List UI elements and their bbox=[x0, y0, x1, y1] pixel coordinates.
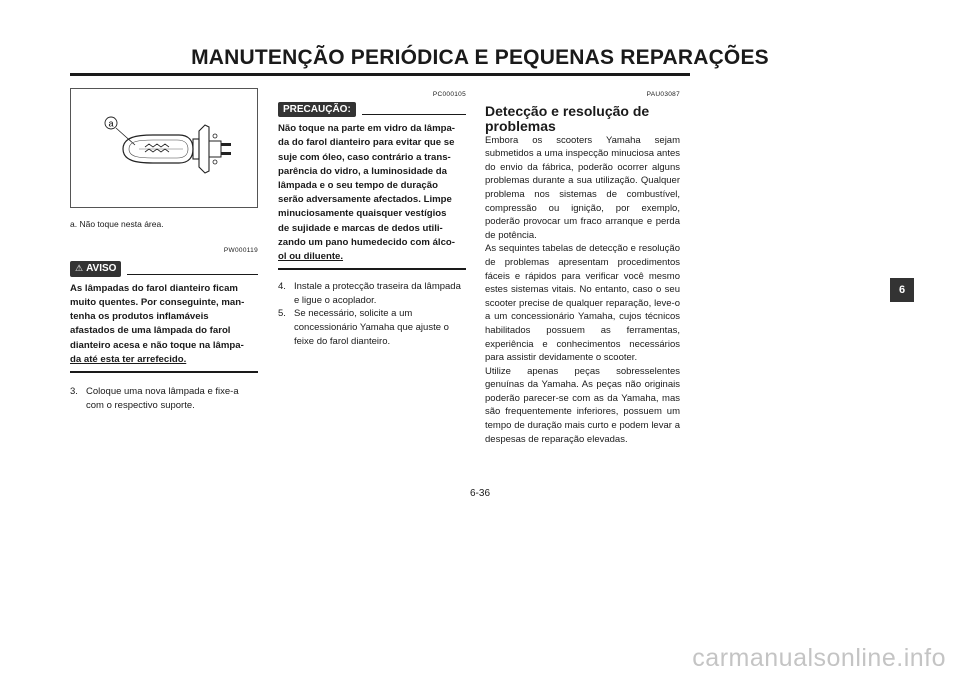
page-title: MANUTENÇÃO PERIÓDICA E PEQUENAS REPARAÇÕES bbox=[191, 46, 769, 69]
caution-line: serão adversamente afectados. Limpe bbox=[278, 194, 452, 206]
section-code: PAU03087 bbox=[646, 91, 680, 98]
caution-line: parência do vidro, a luminosidade da bbox=[278, 165, 447, 177]
warning-line: tenha os produtos inflamáveis bbox=[70, 311, 209, 323]
headlight-bulb-illustration bbox=[71, 89, 257, 207]
caution-line: ol ou diluente. bbox=[278, 251, 344, 263]
title-rule bbox=[70, 73, 690, 76]
warning-text bbox=[70, 282, 258, 367]
figure-caption: a. Não toque nesta área. bbox=[70, 219, 164, 229]
caution-header-rule bbox=[362, 114, 466, 115]
warning-line: dianteiro acesa e não toque na lâmpa- bbox=[70, 339, 244, 351]
caution-line: de sujidade e marcas de dedos utili- bbox=[278, 222, 443, 234]
column-middle bbox=[278, 88, 466, 348]
step-text: Instale a protecção traseira da lâmpada e ligue o acoplador. bbox=[294, 281, 461, 306]
column-left bbox=[70, 88, 258, 412]
step-text: Se necessário, solicite a um concessionário Yamaha que ajuste o feixe do farol dianteiro. bbox=[294, 308, 449, 347]
caution-line: Não toque na parte em vidro da lâmpa- bbox=[278, 123, 455, 135]
caution-line: suje com óleo, caso contrário a trans- bbox=[278, 151, 451, 163]
step-number: 5. bbox=[278, 308, 286, 320]
caution-text bbox=[278, 122, 466, 264]
warning-end-rule bbox=[70, 371, 258, 373]
step-number: 3. bbox=[70, 386, 78, 397]
warning-label: AVISO bbox=[86, 263, 117, 275]
page-number: 6-36 bbox=[469, 488, 490, 499]
caution-line: lâmpada e o seu tempo de duração bbox=[278, 180, 438, 191]
section-title: Detecção e resolução de problemas bbox=[485, 102, 650, 134]
warning-line: afastados de uma lâmpada do farol bbox=[70, 325, 231, 337]
caution-line: da do farol dianteiro para evitar que se bbox=[278, 137, 455, 149]
step-3 bbox=[70, 385, 258, 412]
caution-label: PRECAUÇÃO: bbox=[283, 103, 351, 115]
headlight-bulb-figure bbox=[70, 88, 258, 208]
paragraph-2: As sequintes tabelas de detecção e resolução de problemas apresentam procedimentos fáceis e rápidos para verificar você mesmo estes sistemas vitais. No entanto, caso o seu scooter precise de qualquer reparação, leve-o a um concessionário Yamaha, cujos técnicos habilitados possuem as ferramentas, experiência e conhecimentos necessários para assistir devidamente o scooter. bbox=[485, 243, 680, 364]
column-right bbox=[485, 88, 680, 446]
figure-label: a bbox=[108, 118, 114, 129]
watermark: carmanualsonline.info bbox=[692, 644, 946, 672]
step-5 bbox=[278, 307, 466, 348]
chapter-tab: 6 bbox=[890, 278, 914, 302]
warning-badge bbox=[70, 261, 121, 277]
warning-header bbox=[70, 261, 258, 277]
paragraph-3: Utilize apenas peças sobresselentes genuínas da Yamaha. As peças não originais poderão parecer-se com as da Yamaha, mas são frequentemente inferiores, possuem um tempo de duração mais curto e podem levar a despesas de reparação elevadas. bbox=[485, 365, 680, 445]
caution-line: minuciosamente quaisquer vestígios bbox=[278, 208, 447, 220]
caution-end-rule bbox=[278, 268, 466, 270]
warning-header-rule bbox=[127, 274, 258, 275]
warning-line: As lâmpadas do farol dianteiro ficam bbox=[70, 282, 238, 294]
step-text: Coloque uma nova lâmpada e fixe-a com o respectivo suporte. bbox=[86, 386, 239, 411]
caution-header bbox=[278, 102, 466, 118]
caution-line: zando um pano humedecido com álco- bbox=[278, 236, 455, 248]
paragraph-1: Embora os scooters Yamaha sejam submetidos a uma inspecção minuciosa antes do envio da fábrica, poderão ocorrer alguns problemas durante a sua utilização. Qualquer problema nos sistemas de combustível, compressão ou ignição, por exemplo, poderão provocar um fraco arranque e perda de potência. bbox=[485, 134, 680, 241]
warning-code: PW000119 bbox=[223, 246, 258, 254]
warning-triangle-icon: ⚠ bbox=[75, 263, 84, 274]
caution-code: PC000105 bbox=[432, 91, 466, 98]
warning-line: muito quentes. Por conseguinte, man- bbox=[70, 296, 245, 308]
step-4 bbox=[278, 280, 466, 307]
step-number: 4. bbox=[278, 281, 286, 293]
caution-badge bbox=[278, 102, 356, 118]
steps-list bbox=[278, 280, 466, 348]
warning-line: da até esta ter arrefecido. bbox=[70, 353, 187, 365]
